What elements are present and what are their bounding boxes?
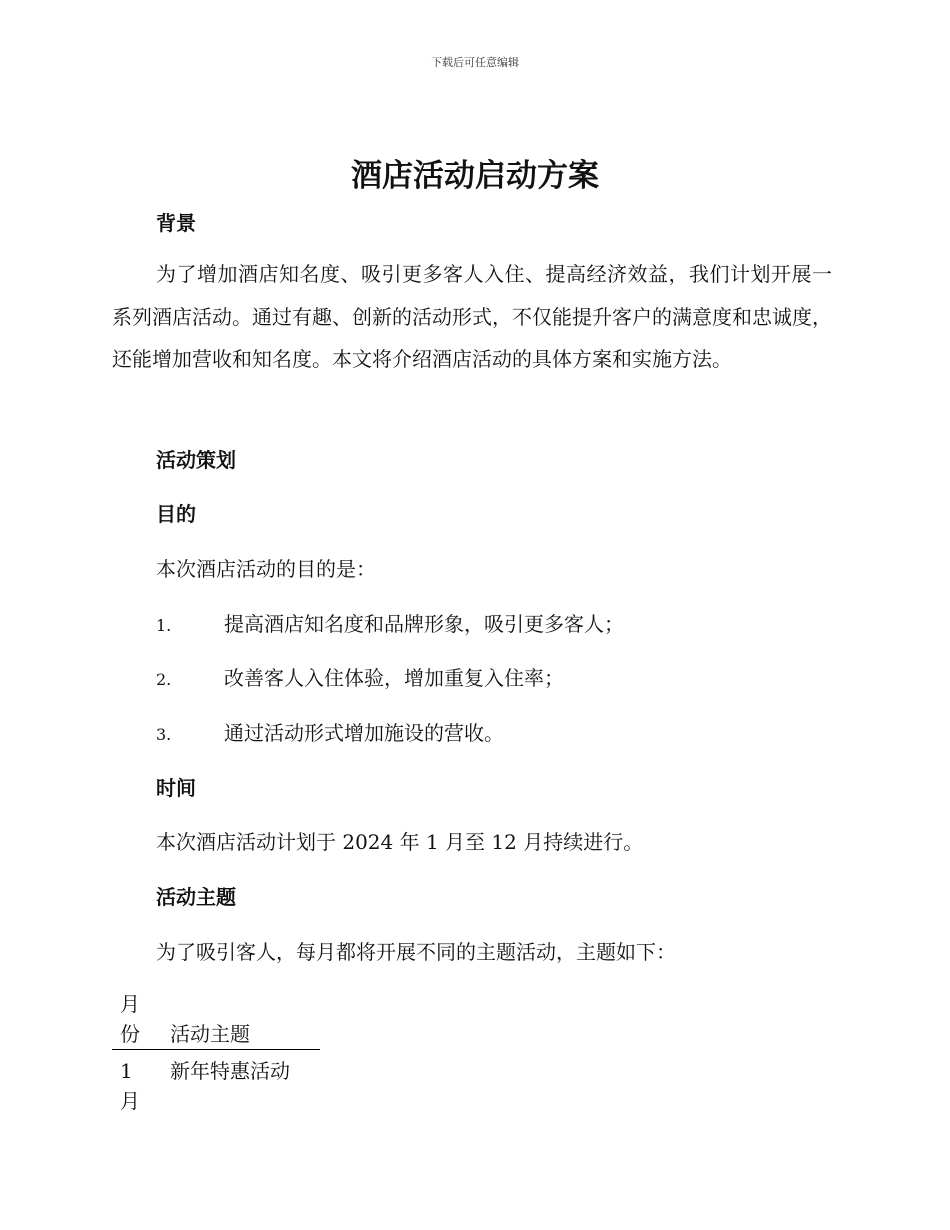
time-text: 本次酒店活动计划于 2024 年 1 月至 12 月持续进行。 <box>156 830 644 854</box>
heading-time: 时间 <box>156 776 196 800</box>
column-header-theme: 活动主题 <box>156 989 320 1050</box>
table-cell-theme: 新年特惠活动 <box>170 1059 290 1083</box>
header-note: 下载后可任意编辑 <box>431 56 519 69</box>
theme-intro: 为了吸引客人，每月都将开展不同的主题活动，主题如下： <box>156 940 676 964</box>
list-item <box>156 717 504 746</box>
list-item-text: 改善客人入住体验，增加重复入住率； <box>224 666 564 690</box>
document-title: 酒店活动启动方案 <box>351 158 599 194</box>
background-paragraph: 为了增加酒店知名度、吸引更多客人入住、提高经济效益，我们计划开展一系列酒店活动。通过有趣、创新的活动形式，不仅能提升客户的满意度和忠诚度，还能增加营收和知名度。本文将介绍酒店活动的具体方案和实施方法。 <box>112 262 832 371</box>
list-item-text: 通过活动形式增加施设的营收。 <box>224 721 504 745</box>
list-item-text: 提高酒店知名度和品牌形象，吸引更多客人； <box>224 612 624 636</box>
heading-activity-planning: 活动策划 <box>156 448 236 472</box>
heading-activity-theme: 活动主题 <box>156 885 236 909</box>
monthly-theme-table <box>112 989 320 1116</box>
list-item-number: 3. <box>156 725 172 744</box>
purpose-intro: 本次酒店活动的目的是： <box>156 557 376 581</box>
table-header-row <box>112 989 320 1050</box>
column-header-month: 月份 <box>112 989 156 1050</box>
list-item <box>156 662 564 691</box>
heading-background: 背景 <box>156 211 196 235</box>
list-item-number: 2. <box>156 670 172 689</box>
list-item <box>156 608 624 637</box>
table-cell-month: 1 月 <box>120 1059 140 1113</box>
table-row <box>112 1050 320 1117</box>
list-item-number: 1. <box>156 616 172 635</box>
heading-purpose: 目的 <box>156 502 196 526</box>
